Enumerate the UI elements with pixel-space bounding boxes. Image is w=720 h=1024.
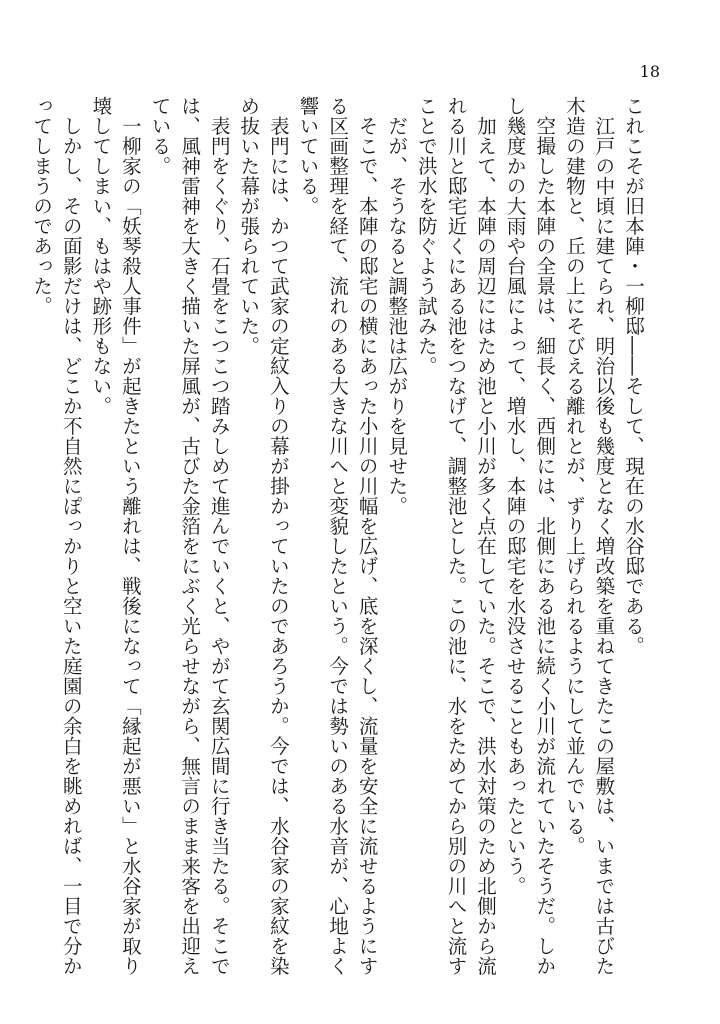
paragraph: しかし、その面影だけは、どこか不自然にぽっかりと空いた庭園の余白を眺めれば、一目で分かってしまうのであった。 — [30, 96, 83, 976]
paragraph: 江戸の中頃に建てられ、明治以後も幾度となく増改築を重ねてきたこの屋敷は、いまでは古びた木造の建物と、丘の上にそびえる離れとが、ずり上げられるようにして並んでいる。 — [562, 96, 616, 976]
paragraph: 表門には、かつて武家の定紋入りの幕が掛かっていたのであろうか。今では、水谷家の家紋を染め抜いた幕が張られていた。 — [237, 96, 290, 976]
paragraph: 表門をくぐり、石畳をこつこつ踏みしめて進んでいくと、やがて玄関広間に行き当たる。そこでは、風神雷神を大きく描いた屏風が、古びた金箔をにぶく光らせながら、無言のまま来客を出迎えている。 — [148, 96, 231, 976]
page-number: 18 — [639, 62, 660, 81]
paragraph: これこそが旧本陣・一柳邸――そして、現在の水谷邸である。 — [622, 96, 645, 656]
paragraph: 加えて、本陣の周辺にはため池と小川が多く点在していた。そこで、洪水対策のため北側から流れる川と邸宅近くにある池をつなげて、調整池とした。この池に、水をためてから別の川へと流すことで洪水を防ぐよう試みた。 — [414, 96, 498, 976]
vertical-body-text — [30, 96, 648, 976]
paragraph: 一柳家の「妖琴殺人事件」が起きたという離れは、戦後になって「縁起が悪い」と水谷家が取り壊してしまい、もはや跡形もない。 — [89, 96, 142, 976]
paragraph: だが、そうなると調整池は広がりを見せた。 — [385, 96, 409, 516]
paragraph: そこで、本陣の邸宅の横にあった小川の川幅を広げ、底を深くし、流量を安全に流せるようにする区画整理を経て、流れのある大きな川へと変貌したという。今では勢いのある水音が、心地よく響いている。 — [296, 96, 379, 976]
paragraph: 空撮した本陣の全景は、細長く、西側には、北側にある池に続く小川が流れていたそうだ。しかし幾度かの大雨や台風によって、増水し、本陣の邸宅を水没させることもあったという。 — [503, 96, 557, 976]
